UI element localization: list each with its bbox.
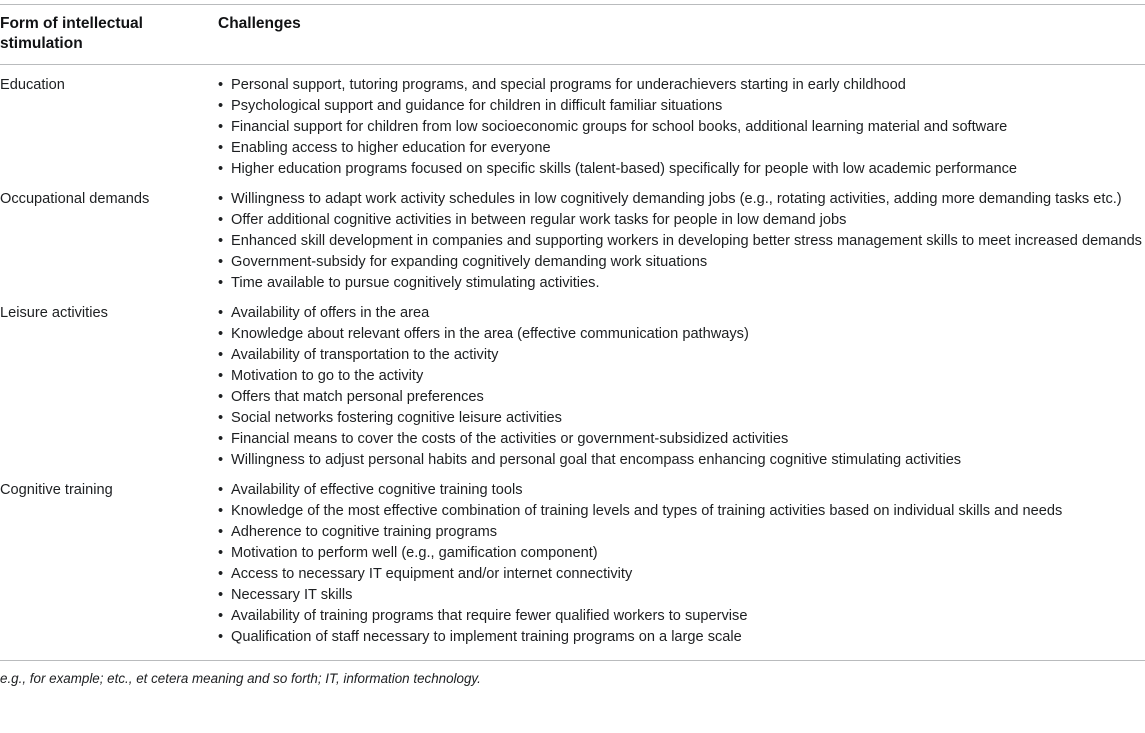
- table-row: [0, 189, 1145, 294]
- challenge-bullet-item: • Enabling access to higher education for everyone: [218, 138, 1145, 159]
- table-footnote: e.g., for example; etc., et cetera meaning and so forth; IT, information technology.: [0, 671, 481, 686]
- challenge-bullet-item: • Knowledge about relevant offers in the area (effective communication pathways): [218, 324, 1145, 345]
- challenge-list: [218, 480, 1145, 648]
- table-header-row: [0, 5, 1145, 64]
- challenge-bullet-item: • Financial means to cover the costs of the activities or government-subsidized activities: [218, 429, 1145, 450]
- table-row: [0, 480, 1145, 648]
- challenge-bullet-item: • Willingness to adjust personal habits and personal goal that encompass enhancing cognitive stimulating activities: [218, 450, 1145, 471]
- row-label: Occupational demands: [0, 191, 150, 207]
- challenge-list: [218, 189, 1145, 294]
- row-label: Cognitive training: [0, 482, 113, 498]
- challenge-list: [218, 303, 1145, 471]
- challenge-bullet-item: • Access to necessary IT equipment and/or internet connectivity: [218, 564, 1145, 585]
- challenge-bullet-item: • Availability of effective cognitive training tools: [218, 480, 1145, 501]
- challenge-bullet-item: • Time available to pursue cognitively stimulating activities.: [218, 273, 1145, 294]
- challenge-bullet-item: • Willingness to adapt work activity schedules in low cognitively demanding jobs (e.g., rotating activities, adding more demanding tasks etc.): [218, 189, 1145, 210]
- table-body: [0, 65, 1145, 660]
- challenge-bullet-item: • Motivation to go to the activity: [218, 366, 1145, 387]
- column-header-challenges: Challenges: [218, 15, 301, 32]
- challenge-bullet-item: • Psychological support and guidance for children in difficult familiar situations: [218, 96, 1145, 117]
- challenge-bullet-item: • Availability of offers in the area: [218, 303, 1145, 324]
- challenge-bullet-item: • Offer additional cognitive activities in between regular work tasks for people in low demand jobs: [218, 210, 1145, 231]
- table-row: [0, 303, 1145, 471]
- challenge-bullet-item: • Social networks fostering cognitive leisure activities: [218, 408, 1145, 429]
- challenge-bullet-item: • Availability of training programs that require fewer qualified workers to supervise: [218, 606, 1145, 627]
- challenge-bullet-item: • Availability of transportation to the activity: [218, 345, 1145, 366]
- challenge-list: [218, 75, 1145, 180]
- challenge-bullet-item: • Offers that match personal preferences: [218, 387, 1145, 408]
- challenge-bullet-item: • Financial support for children from low socioeconomic groups for school books, additional learning material and software: [218, 117, 1145, 138]
- challenge-bullet-item: • Higher education programs focused on specific skills (talent-based) specifically for people with low academic performance: [218, 159, 1145, 180]
- challenge-bullet-item: • Necessary IT skills: [218, 585, 1145, 606]
- challenge-bullet-item: • Qualification of staff necessary to implement training programs on a large scale: [218, 627, 1145, 648]
- challenge-bullet-item: • Adherence to cognitive training programs: [218, 522, 1145, 543]
- challenge-bullet-item: • Personal support, tutoring programs, and special programs for underachievers starting in early childhood: [218, 75, 1145, 96]
- challenge-bullet-item: • Knowledge of the most effective combination of training levels and types of training activities based on individual skills and needs: [218, 501, 1145, 522]
- data-table: [0, 4, 1145, 688]
- row-label: Education: [0, 77, 65, 93]
- column-header-form-of-intellectual-stimulation: Form of intellectual stimulation: [0, 15, 143, 52]
- challenge-bullet-item: • Motivation to perform well (e.g., gamification component): [218, 543, 1145, 564]
- table-row: [0, 75, 1145, 180]
- challenge-bullet-item: • Enhanced skill development in companies and supporting workers in developing better stress management skills to meet increased demands: [218, 231, 1145, 252]
- challenge-bullet-item: • Government-subsidy for expanding cognitively demanding work situations: [218, 252, 1145, 273]
- row-label: Leisure activities: [0, 305, 108, 321]
